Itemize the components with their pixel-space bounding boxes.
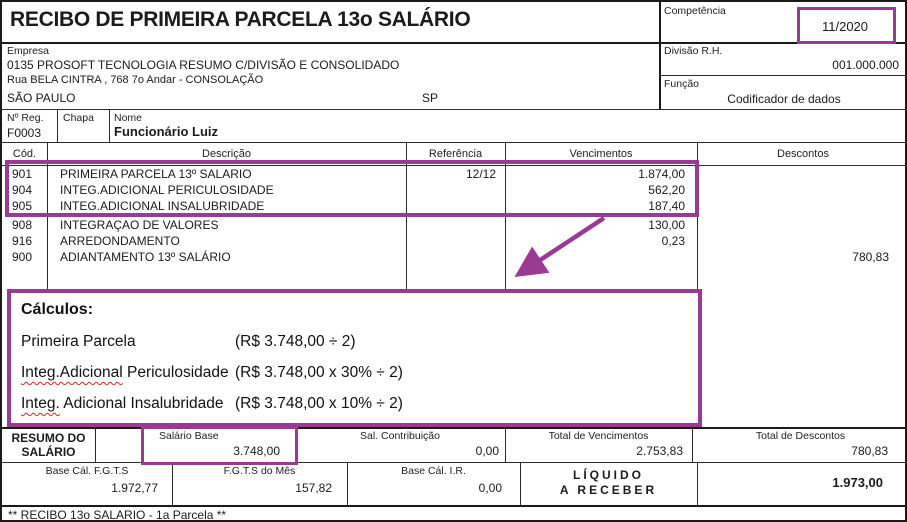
divider: [95, 427, 96, 462]
competencia-label: Competência: [664, 5, 726, 17]
divisao-label: Divisão R.H.: [664, 45, 723, 57]
table-row-descricao: ADIANTAMENTO 13º SALÁRIO: [60, 250, 231, 264]
table-row-descricao: ARREDONDAMENTO: [60, 234, 180, 248]
sal-contribuicao-value: 0,00: [475, 444, 499, 458]
divider: [2, 427, 907, 429]
total-descontos-label: Total de Descontos: [755, 430, 846, 442]
resumo-label: [2, 431, 95, 459]
calculos-item-name: [21, 395, 224, 413]
footer-text: ** RECIBO 13o SALARIO - 1a Parcela **: [8, 508, 227, 522]
table-row-vencimentos: 562,20: [648, 183, 685, 197]
salario-base-value: 3.748,00: [233, 444, 280, 458]
calculos-name-text: Periculosidade: [122, 364, 229, 381]
table-row-cod: 916: [12, 234, 33, 248]
col-header-referencia: Referência: [428, 148, 483, 160]
table-row-cod: 908: [12, 218, 33, 232]
table-row-descricao: INTEG.ADICIONAL PERICULOSIDADE: [60, 183, 274, 197]
calculos-name-text: Primeira Parcela: [21, 333, 136, 350]
misspelled-text: Integ.Adicional: [21, 364, 123, 381]
calculos-item-name: [21, 364, 229, 382]
reg-label: Nº Reg.: [7, 112, 44, 124]
empresa-city: SÃO PAULO: [7, 91, 76, 105]
calculos-formula: (R$ 3.748,00 ÷ 2): [235, 333, 356, 350]
salario-base-label: Salário Base: [159, 430, 219, 442]
divider: [2, 505, 907, 507]
table-row-vencimentos: 0,23: [661, 234, 685, 248]
col-header-descricao: Descrição: [202, 148, 251, 160]
liquido-label-line2: A RECEBER: [559, 483, 658, 497]
calculos-title: Cálculos:: [21, 301, 94, 318]
divider: [2, 109, 907, 110]
calculos-box: [7, 289, 702, 427]
calculos-formula: (R$ 3.748,00 x 10% ÷ 2): [235, 395, 403, 412]
calculos-formula: (R$ 3.748,00 x 30% ÷ 2): [235, 364, 403, 381]
fgts-mes-value: 157,82: [295, 481, 332, 495]
divider: [57, 109, 58, 142]
page-title: RECIBO DE PRIMEIRA PARCELA 13o SALÁRIO: [10, 8, 471, 31]
misspelled-text: Integ.: [21, 395, 60, 412]
nome-label: Nome: [114, 112, 143, 124]
col-header-descontos: Descontos: [777, 148, 829, 160]
table-row-descricao: INTEGRAÇAO DE VALORES: [60, 218, 219, 232]
calculos-row: [11, 364, 698, 386]
col-header-vencimentos: Vencimentos: [569, 148, 633, 160]
chapa-label: Chapa: [63, 112, 94, 124]
divisao-value: 001.000.000: [832, 58, 899, 72]
table-row-cod: 905: [12, 199, 33, 213]
table-row-descricao: INTEG.ADICIONAL INSALUBRIDADE: [60, 199, 265, 213]
divider: [659, 2, 661, 109]
calculos-row: [11, 333, 698, 355]
table-row-vencimentos: 1.874,00: [638, 167, 685, 181]
calculos-name-text: Adicional Insalubridade: [59, 395, 224, 412]
table-row-descricao: PRIMEIRA PARCELA 13º SALARIO: [60, 167, 252, 181]
empresa-label: Empresa: [7, 45, 50, 57]
divider: [2, 462, 907, 463]
funcao-label: Função: [664, 78, 700, 90]
empresa-address: Rua BELA CINTRA , 768 7o Andar - CONSOLAÇÃO: [7, 74, 264, 86]
table-row-vencimentos: 187,40: [648, 199, 685, 213]
base-fgts-value: 1.972,77: [111, 481, 158, 495]
resumo-label-line2: SALÁRIO: [21, 445, 76, 459]
competencia-value: 11/2020: [821, 19, 869, 34]
liquido-label-line1: LÍQUIDO: [573, 468, 644, 482]
base-fgts-label: Base Cál. F.G.T.S: [45, 465, 129, 477]
table-row-cod: 901: [12, 167, 33, 181]
base-ir-value: 0,00: [478, 481, 502, 495]
col-header-cod: Cód.: [12, 148, 37, 160]
total-descontos-value: 780,83: [851, 444, 888, 458]
table-row-vencimentos: 130,00: [648, 218, 685, 232]
reg-value: F0003: [7, 126, 42, 140]
divider: [109, 109, 110, 142]
table-row-cod: 904: [12, 183, 33, 197]
empresa-name: 0135 PROSOFT TECNOLOGIA RESUMO C/DIVISÃO E CONSOLIDADO: [7, 58, 400, 72]
total-vencimentos-label: Total de Vencimentos: [548, 430, 649, 442]
liquido-label: [520, 468, 697, 498]
base-ir-label: Base Cál. I.R.: [401, 465, 466, 477]
calculos-row: [11, 395, 698, 417]
table-row-referencia: 12/12: [465, 167, 496, 181]
fgts-mes-label: F.G.T.S do Mês: [223, 465, 296, 477]
table-row-descontos: 780,83: [852, 250, 889, 264]
nome-value: Funcionário Luiz: [114, 124, 218, 139]
table-row-cod: 900: [12, 250, 33, 264]
divider: [2, 165, 907, 166]
divider: [2, 42, 907, 44]
liquido-value: 1.973,00: [832, 475, 883, 490]
divider: [2, 142, 907, 143]
funcao-value: Codificador de dados: [727, 92, 841, 106]
resumo-label-line1: RESUMO DO: [11, 431, 86, 445]
empresa-state: SP: [422, 91, 439, 105]
divider: [659, 75, 907, 76]
annotation-arrow: [490, 210, 620, 290]
sal-contribuicao-label: Sal. Contribuição: [360, 430, 440, 442]
calculos-item-name: [21, 333, 136, 351]
total-vencimentos-value: 2.753,83: [636, 444, 683, 458]
